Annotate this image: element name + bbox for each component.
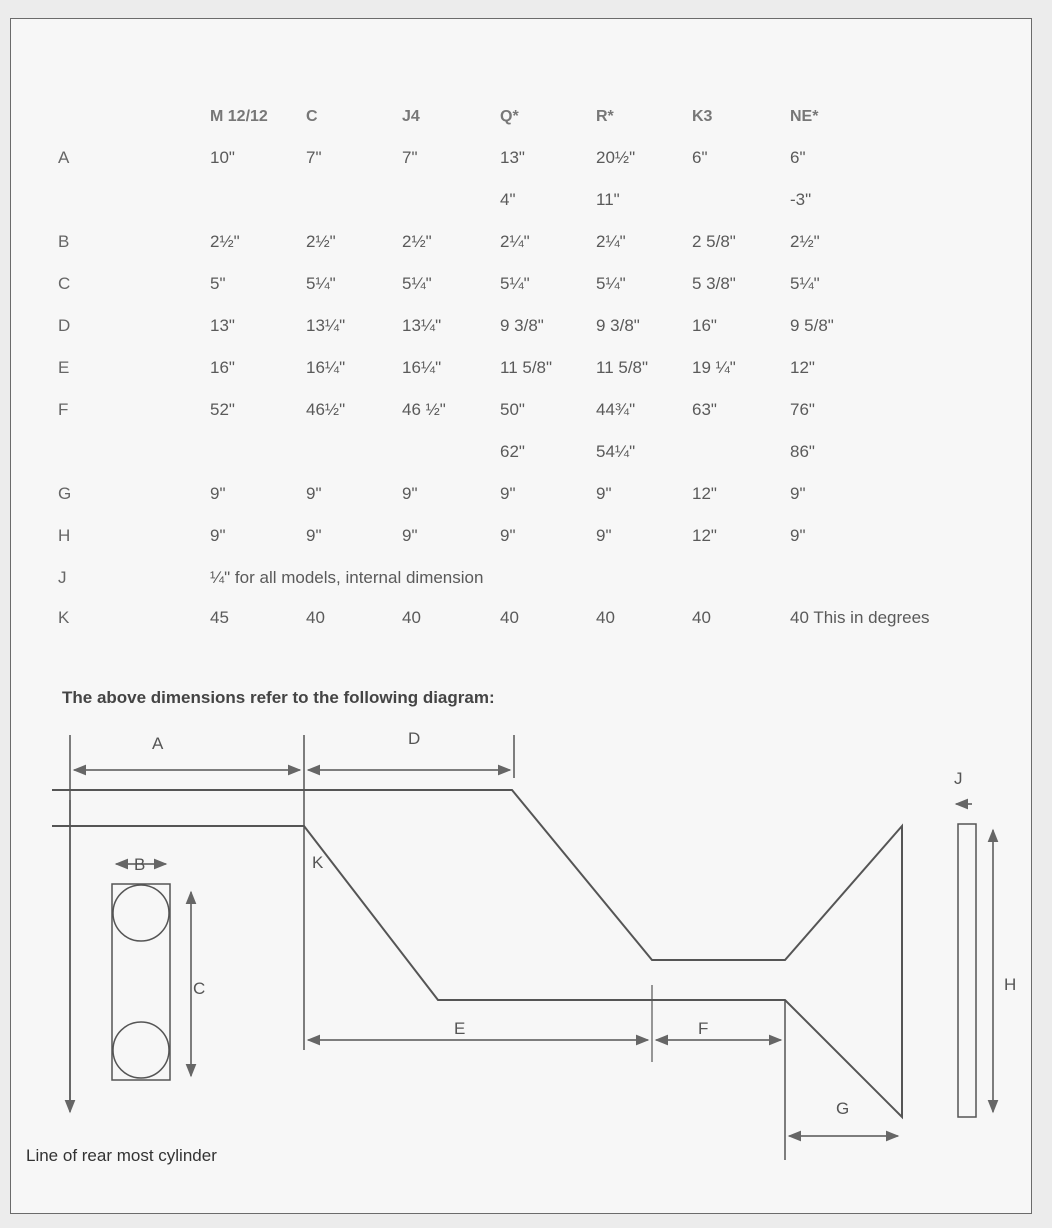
label-b: B <box>134 855 146 874</box>
table-cell: 76" <box>790 400 815 419</box>
table-cell: 86" <box>790 442 815 461</box>
row-label: D <box>58 316 71 335</box>
table-cell: 40 <box>306 608 325 627</box>
table-cell: 5 3/8" <box>692 274 736 293</box>
table-cell: 50" <box>500 400 525 419</box>
table-cell: 9" <box>790 526 806 545</box>
table-cell: 12" <box>692 484 717 503</box>
table-cell: 5¼" <box>500 274 530 293</box>
table-cell: 7" <box>306 148 322 167</box>
table-cell: 44¾" <box>596 400 636 419</box>
column-header: Q* <box>500 108 519 125</box>
label-h: H <box>1004 975 1017 994</box>
table-cell: 20½" <box>596 148 636 167</box>
table-cell: 11 5/8" <box>500 358 553 377</box>
table-cell: 12" <box>692 526 717 545</box>
table-cell: 9" <box>210 526 226 545</box>
row-label: C <box>58 274 71 293</box>
table-cell: 13¼" <box>306 316 346 335</box>
table-cell: 16¼" <box>402 358 442 377</box>
table-cell: -3" <box>790 190 812 209</box>
table-cell: 46 ½" <box>402 400 446 419</box>
table-cell: 40 <box>402 608 421 627</box>
table-cell: 2½" <box>402 232 432 251</box>
table-cell: 5¼" <box>790 274 820 293</box>
table-cell: 16" <box>692 316 717 335</box>
table-cell: 16¼" <box>306 358 346 377</box>
table-cell: 12" <box>790 358 815 377</box>
row-label: H <box>58 526 71 545</box>
table-cell: 62" <box>500 442 525 461</box>
table-cell: 2½" <box>790 232 820 251</box>
table-cell: 6" <box>692 148 708 167</box>
column-header: R* <box>596 108 614 125</box>
cylinder-block <box>112 884 170 1080</box>
table-cell: 2½" <box>210 232 240 251</box>
label-j: J <box>954 769 963 788</box>
table-cell: 13¼" <box>402 316 442 335</box>
table-cell: 9" <box>306 484 322 503</box>
label-c: C <box>193 979 206 998</box>
table-cell: 11 5/8" <box>596 358 649 377</box>
table-cell: 9" <box>500 484 516 503</box>
column-header: M 12/12 <box>210 108 268 125</box>
row-label: A <box>58 148 70 167</box>
table-cell: 9" <box>306 526 322 545</box>
table-cell: 45 <box>210 608 229 627</box>
table-cell: 40 <box>596 608 615 627</box>
row-label: E <box>58 358 70 377</box>
table-cell: 19 ¼" <box>692 358 736 377</box>
table-cell: 40 <box>500 608 519 627</box>
column-header: NE* <box>790 108 819 125</box>
table-cell: 2 5/8" <box>692 232 736 251</box>
table-cell: 9" <box>402 526 418 545</box>
table-cell: 13" <box>210 316 235 335</box>
table-cell: 9" <box>596 484 612 503</box>
row-label: J <box>58 568 67 587</box>
table-cell: 9 3/8" <box>500 316 544 335</box>
label-d: D <box>408 729 421 748</box>
table-cell: 54¼" <box>596 442 636 461</box>
table-cell: 5" <box>210 274 226 293</box>
label-e: E <box>454 1019 466 1038</box>
row-label: F <box>58 400 69 419</box>
row-note: ¼" for all models, internal dimension <box>210 568 484 587</box>
table-cell: 13" <box>500 148 525 167</box>
table-cell: 9 3/8" <box>596 316 640 335</box>
table-cell: 11" <box>596 190 620 209</box>
table-cell: 63" <box>692 400 717 419</box>
cylinder-bottom <box>113 1022 169 1078</box>
table-cell: 9" <box>402 484 418 503</box>
pipe-outline-top <box>52 790 902 1117</box>
cylinder-top <box>113 885 169 941</box>
label-f: F <box>698 1019 709 1038</box>
column-header: K3 <box>692 108 713 125</box>
row-label: G <box>58 484 72 503</box>
table-cell: 9" <box>596 526 612 545</box>
table-cell: 10" <box>210 148 235 167</box>
column-header: C <box>306 108 318 125</box>
table-cell: 16" <box>210 358 235 377</box>
table-cell: 52" <box>210 400 235 419</box>
table-cell: 5¼" <box>596 274 626 293</box>
diagram-caption: The above dimensions refer to the following diagram: <box>62 688 495 707</box>
rear-cylinder-label: Line of rear most cylinder <box>26 1146 217 1165</box>
label-a: A <box>152 734 164 753</box>
table-cell: 9" <box>500 526 516 545</box>
table-cell: 9 5/8" <box>790 316 834 335</box>
table-cell: 6" <box>790 148 806 167</box>
table-cell: 5¼" <box>402 274 432 293</box>
table-cell: 9" <box>210 484 226 503</box>
label-k: K <box>312 853 324 872</box>
table-cell: 2¼" <box>596 232 626 251</box>
row-label: K <box>58 608 70 627</box>
table-cell: 46½" <box>306 400 346 419</box>
plate-section <box>958 824 976 1117</box>
table-cell: 40 <box>692 608 711 627</box>
table-cell: 4" <box>500 190 516 209</box>
column-header: J4 <box>402 108 420 125</box>
label-g: G <box>836 1099 850 1118</box>
table-cell: 2¼" <box>500 232 530 251</box>
table-cell: 9" <box>790 484 806 503</box>
table-cell: 2½" <box>306 232 336 251</box>
table-cell: 5¼" <box>306 274 336 293</box>
row-label: B <box>58 232 70 251</box>
table-cell: 7" <box>402 148 418 167</box>
table-cell: 40 This in degrees <box>790 608 930 627</box>
